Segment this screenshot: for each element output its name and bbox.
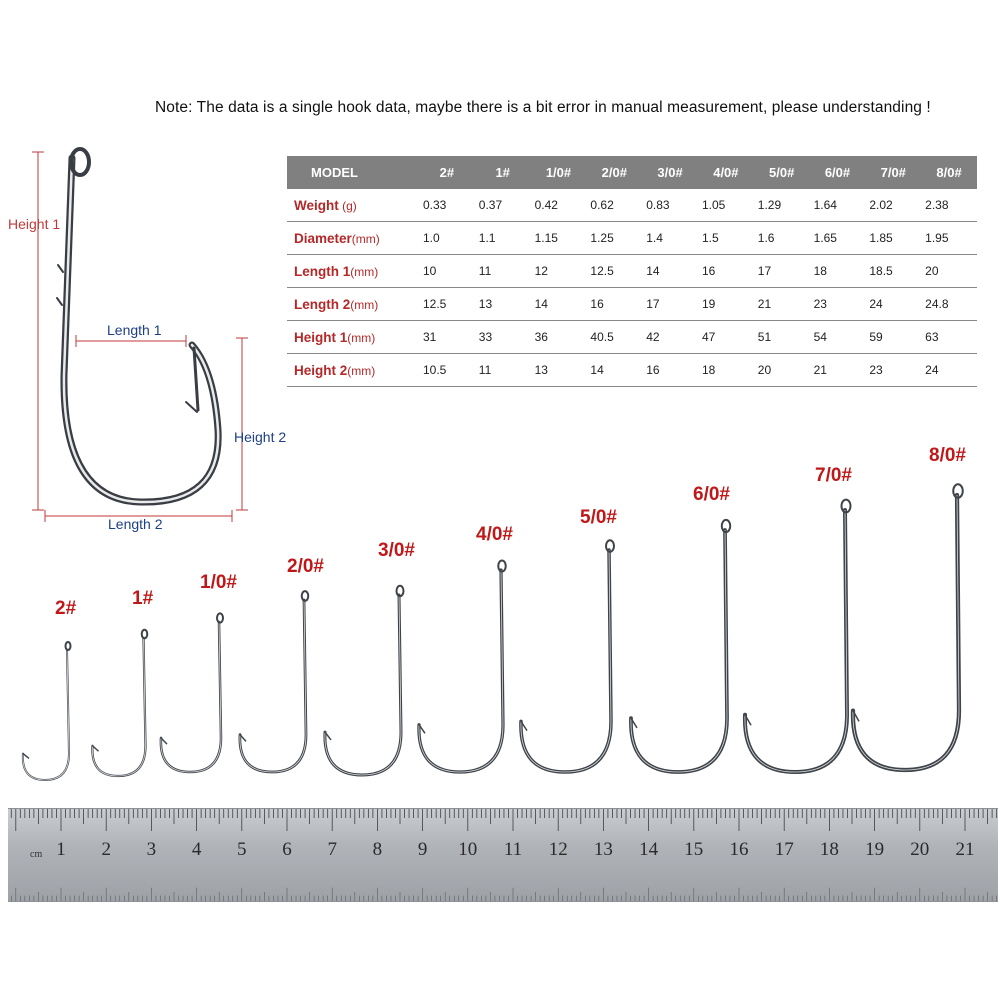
ruler-number: 6 — [282, 839, 292, 860]
ruler-number: 5 — [237, 839, 247, 860]
hook-highlight — [23, 650, 69, 780]
ruler-number: 8 — [372, 839, 383, 860]
table-cell: 40.5 — [586, 321, 642, 354]
hook-highlight — [161, 622, 221, 772]
ruler-number: 9 — [417, 839, 428, 860]
hook-size-label: 7/0# — [815, 465, 852, 486]
hook-size-label: 5/0# — [580, 507, 617, 528]
table-cell: 47 — [698, 321, 754, 354]
header-col: 6/0# — [810, 156, 866, 189]
hook-highlight — [419, 570, 503, 772]
table-cell: 21 — [754, 288, 810, 321]
table-cell: 1.65 — [810, 222, 866, 255]
hook-wire — [419, 570, 503, 772]
header-col: 8/0# — [921, 156, 977, 189]
header-col: 2# — [419, 156, 475, 189]
table-cell: 59 — [865, 321, 921, 354]
ruler-number: 20 — [910, 839, 930, 860]
hook-highlight — [92, 638, 145, 776]
measurement-note: Note: The data is a single hook data, maybe there is a bit error in manual measurement, please understanding ! — [155, 99, 931, 116]
fish-hook — [419, 561, 506, 773]
hook-wire — [631, 530, 727, 772]
table-cell: 14 — [531, 288, 587, 321]
hook-eye — [66, 642, 71, 650]
row-label-text: Height 2 — [294, 362, 348, 378]
header-col: 7/0# — [865, 156, 921, 189]
table-cell: 12 — [531, 255, 587, 288]
table-cell: 1.6 — [754, 222, 810, 255]
row-unit: (mm) — [350, 297, 379, 312]
fish-hook — [92, 630, 147, 776]
table-cell: 10 — [419, 255, 475, 288]
hook-size-label: 1# — [132, 588, 154, 609]
table-cell: 31 — [419, 321, 475, 354]
ruler-number: 14 — [639, 839, 659, 860]
table-cell: 20 — [921, 255, 977, 288]
hook-wire — [325, 595, 401, 775]
fish-hook — [240, 591, 308, 772]
hook-highlight — [853, 495, 959, 770]
hook-size-label: 2# — [55, 598, 77, 619]
ruler-number: 10 — [458, 839, 478, 860]
table-cell: 23 — [865, 354, 921, 387]
hook-wire — [23, 650, 69, 780]
table-cell: 11 — [475, 255, 531, 288]
ruler-number: 12 — [548, 839, 568, 860]
hook-wire — [745, 510, 847, 772]
table-cell: 2.02 — [865, 189, 921, 222]
table-cell: 14 — [586, 354, 642, 387]
hook-size-label: 4/0# — [476, 524, 513, 545]
table-cell: 36 — [531, 321, 587, 354]
table-cell: 19 — [698, 288, 754, 321]
table-cell: 21 — [810, 354, 866, 387]
measuring-ruler — [8, 808, 998, 902]
table-cell: 0.62 — [586, 189, 642, 222]
table-cell: 24 — [921, 354, 977, 387]
length1-label: Length 1 — [107, 322, 162, 338]
ruler-unit: cm — [30, 849, 43, 860]
hook-size-label: 3/0# — [378, 540, 415, 561]
table-cell: 2.38 — [921, 189, 977, 222]
table-cell: 16 — [642, 354, 698, 387]
table-cell: 20 — [754, 354, 810, 387]
hook-eye — [142, 630, 148, 639]
fish-hook — [853, 484, 963, 770]
table-cell: 11 — [475, 354, 531, 387]
table-cell: 0.83 — [642, 189, 698, 222]
hook-wire — [521, 550, 611, 772]
header-col: 5/0# — [754, 156, 810, 189]
ruler-number: 17 — [774, 839, 794, 860]
row-label-text: Length 2 — [294, 296, 351, 312]
table-cell: 16 — [586, 288, 642, 321]
row-label-text: Weight — [294, 197, 339, 213]
fish-hook — [521, 540, 614, 772]
fish-hook — [745, 500, 851, 772]
table-cell: 13 — [531, 354, 587, 387]
table-cell: 17 — [642, 288, 698, 321]
table-cell: 63 — [921, 321, 977, 354]
table-cell: 17 — [754, 255, 810, 288]
table-cell: 54 — [810, 321, 866, 354]
table-cell: 0.42 — [531, 189, 587, 222]
ruler-number: 3 — [146, 839, 157, 860]
row-unit: (g) — [338, 198, 357, 213]
height2-label: Height 2 — [234, 429, 287, 445]
hook-highlight — [745, 510, 847, 772]
ruler-number: 2 — [101, 839, 111, 860]
header-model: MODEL — [287, 156, 419, 189]
table-cell: 24 — [865, 288, 921, 321]
table-cell: 12.5 — [586, 255, 642, 288]
height1-label: Height 1 — [8, 216, 61, 232]
table-cell: 1.1 — [475, 222, 531, 255]
header-col: 4/0# — [698, 156, 754, 189]
row-unit: (mm) — [350, 264, 379, 279]
row-unit: (mm) — [351, 231, 380, 246]
hook-size-label: 2/0# — [287, 556, 324, 577]
row-unit: (mm) — [347, 330, 376, 345]
table-cell: 12.5 — [419, 288, 475, 321]
table-cell: 14 — [642, 255, 698, 288]
hook-size-label: 8/0# — [929, 445, 966, 466]
table-cell: 23 — [810, 288, 866, 321]
table-cell: 51 — [754, 321, 810, 354]
fish-hook — [23, 642, 71, 780]
table-cell: 24.8 — [921, 288, 977, 321]
header-col: 1# — [475, 156, 531, 189]
table-cell: 1.95 — [921, 222, 977, 255]
header-col: 1/0# — [531, 156, 587, 189]
ruler-number: 1 — [56, 839, 66, 860]
ruler-number: 4 — [191, 839, 202, 860]
table-cell: 42 — [642, 321, 698, 354]
hook-highlight — [325, 595, 401, 775]
hook-size-label: 6/0# — [693, 484, 730, 505]
row-label-text: Height 1 — [294, 329, 348, 345]
table-cell: 1.4 — [642, 222, 698, 255]
table-cell: 18 — [810, 255, 866, 288]
table-cell: 18 — [698, 354, 754, 387]
hook-size-label: 1/0# — [200, 572, 237, 593]
table-cell: 10.5 — [419, 354, 475, 387]
header-col: 2/0# — [586, 156, 642, 189]
fish-hook — [161, 613, 223, 772]
table-cell: 1.85 — [865, 222, 921, 255]
ruler-number: 15 — [684, 839, 704, 860]
fish-hook — [325, 586, 404, 775]
table-cell: 1.15 — [531, 222, 587, 255]
ruler-number: 7 — [327, 839, 337, 860]
length2-label: Length 2 — [108, 516, 163, 532]
hook-highlight — [631, 530, 727, 772]
table-cell: 13 — [475, 288, 531, 321]
table-cell: 1.29 — [754, 189, 810, 222]
table-cell: 1.64 — [810, 189, 866, 222]
hook-highlight — [240, 600, 306, 772]
ruler-number: 18 — [819, 839, 839, 860]
ruler-number: 16 — [729, 839, 749, 860]
hook-wire — [92, 638, 145, 776]
table-cell: 1.25 — [586, 222, 642, 255]
hook-eye — [217, 613, 223, 622]
table-cell: 1.0 — [419, 222, 475, 255]
table-cell: 16 — [698, 255, 754, 288]
header-col: 3/0# — [642, 156, 698, 189]
row-label-text: Diameter — [294, 230, 352, 246]
hook-barb — [23, 754, 29, 759]
ruler-number: 13 — [593, 839, 613, 860]
table-cell: 18.5 — [865, 255, 921, 288]
ruler-number: 21 — [955, 839, 975, 860]
table-cell: 1.5 — [698, 222, 754, 255]
table-cell: 1.05 — [698, 189, 754, 222]
hook-wire — [240, 600, 306, 772]
fish-hook — [631, 520, 730, 772]
hook-wire — [161, 622, 221, 772]
ruler-number: 19 — [865, 839, 885, 860]
table-cell: 0.33 — [419, 189, 475, 222]
table-cell: 33 — [475, 321, 531, 354]
table-cell: 0.37 — [475, 189, 531, 222]
hook-wire — [853, 495, 959, 770]
hook-highlight — [521, 550, 611, 772]
row-unit: (mm) — [347, 363, 376, 378]
ruler-number: 11 — [503, 839, 523, 860]
row-label-text: Length 1 — [294, 263, 351, 279]
